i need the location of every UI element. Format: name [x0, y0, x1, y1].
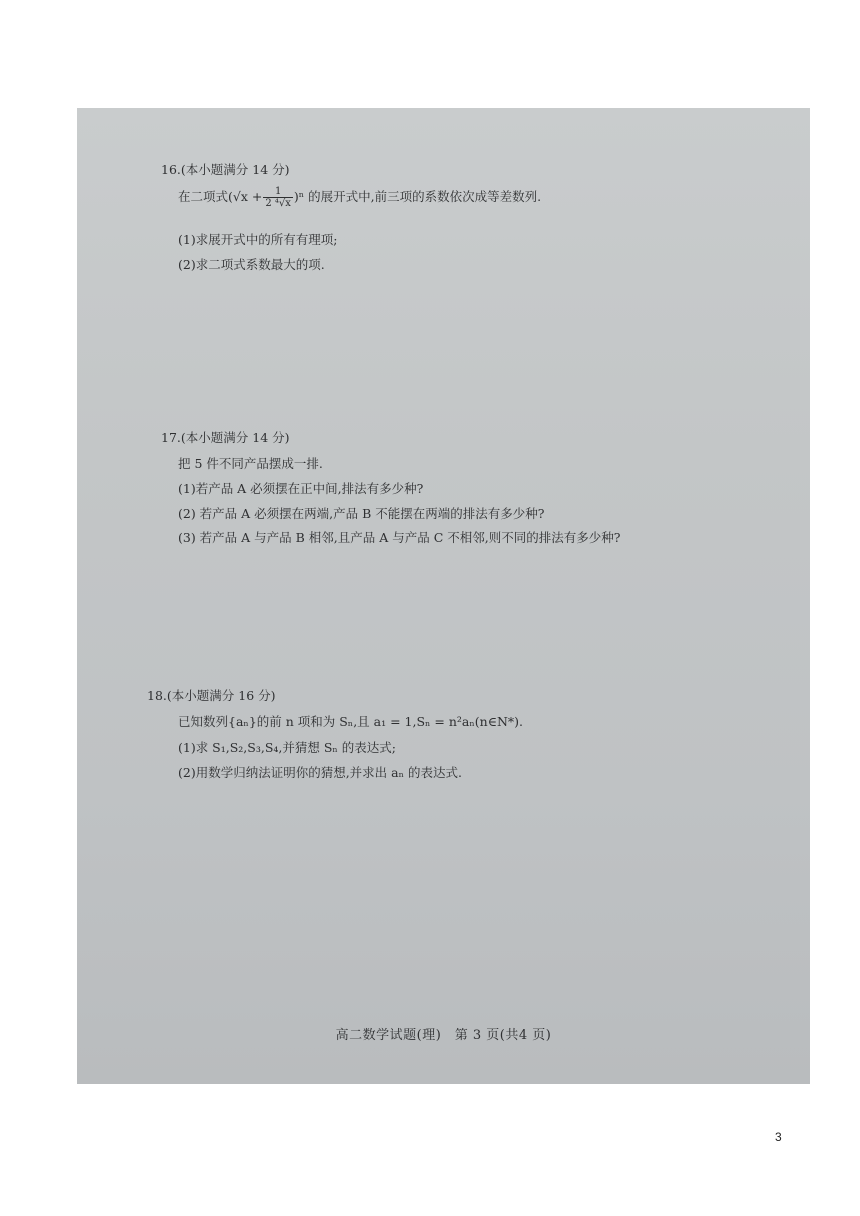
- question-18-part-2: (2)用数学归纳法证明你的猜想,并求出 aₙ 的表达式.: [178, 765, 462, 780]
- question-17-number: 17.: [161, 430, 181, 445]
- page-number: 3: [775, 1130, 782, 1144]
- page-footer: 高二数学试题(理) 第 3 页(共4 页): [335, 1028, 552, 1043]
- question-16-header: (本小题满分 14 分): [180, 162, 290, 177]
- question-18: [147, 686, 787, 806]
- question-17-part-1: (1)若产品 A 必须摆在正中间,排法有多少种?: [178, 481, 424, 496]
- question-18-number: 18.: [147, 688, 167, 703]
- question-17: [161, 428, 801, 548]
- question-18-part-1: (1)求 S₁,S₂,S₃,S₄,并猜想 Sₙ 的表达式;: [178, 740, 396, 755]
- question-17-part-3: (3) 若产品 A 与产品 B 相邻,且产品 A 与产品 C 不相邻,则不同的排法有多少种?: [178, 530, 621, 545]
- question-18-header: (本小题满分 16 分): [166, 688, 276, 703]
- question-17-part-2: (2) 若产品 A 必须摆在两端,产品 B 不能摆在两端的排法有多少种?: [178, 506, 545, 521]
- question-16-stem: 在二项式(√x + $\frac{1}{\text{2 ⁴√x}}$ )ⁿ 的展开式中,前三项的系数依次成等差数列.: [178, 186, 542, 209]
- question-18-stem: 已知数列{aₙ}的前 n 项和为 Sₙ,且 a₁ = 1,Sₙ = n²aₙ(n∈N*).: [178, 714, 523, 729]
- scanned-exam-page: [77, 108, 810, 1084]
- question-17-header: (本小题满分 14 分): [180, 430, 290, 445]
- fraction: $\frac{1}{\text{2 ⁴√x}}$: [265, 186, 291, 209]
- question-17-stem: 把 5 件不同产品摆成一排.: [178, 456, 323, 471]
- question-16-part-1: (1)求展开式中的所有有理项;: [178, 232, 338, 247]
- question-16: [161, 160, 781, 280]
- question-16-part-2: (2)求二项式系数最大的项.: [178, 257, 325, 272]
- question-16-number: 16.: [161, 162, 181, 177]
